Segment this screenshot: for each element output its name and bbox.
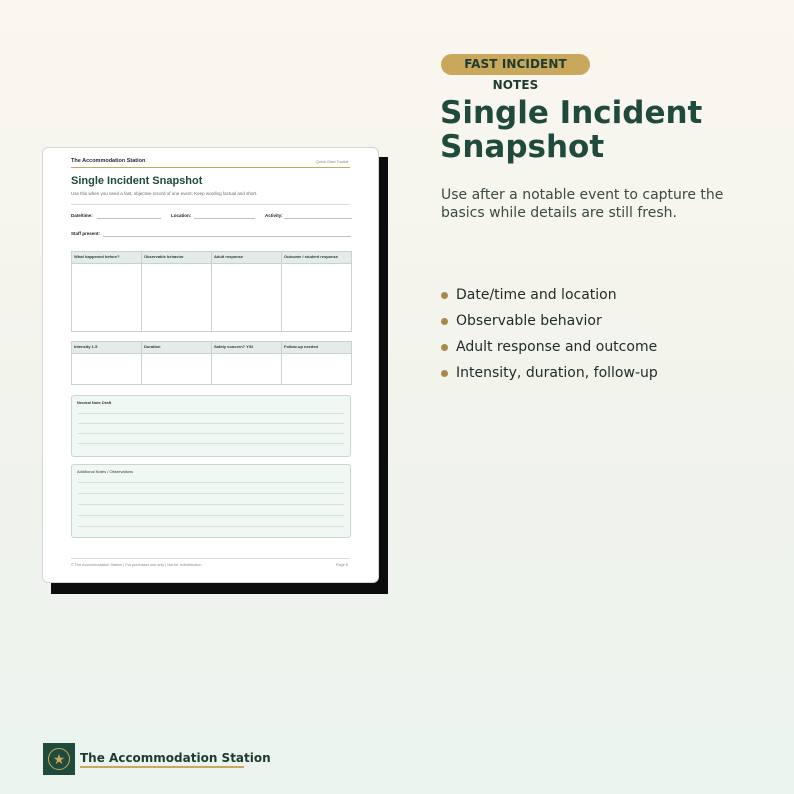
section-badge: FAST INCIDENT NOTES bbox=[441, 54, 590, 75]
grid-column: Observable behavior bbox=[142, 252, 212, 331]
field-line-datetime bbox=[97, 218, 161, 219]
brand-name: The Accommodation Station bbox=[80, 751, 271, 765]
incident-grid bbox=[71, 251, 352, 332]
field-label-datetime: Date/time: bbox=[71, 213, 93, 218]
worksheet-page-number: Page 6 bbox=[335, 563, 348, 567]
additional-notes-label: Additional Notes / Observations bbox=[77, 469, 134, 474]
field-line-staff bbox=[103, 236, 351, 237]
field-line-location bbox=[194, 218, 255, 219]
grid-column: Adult response bbox=[212, 252, 282, 331]
star-icon: ★ bbox=[48, 748, 70, 770]
worksheet-toolkit-label: Quick-Start Toolkit bbox=[315, 159, 348, 164]
grid-column: Intensity 1-5 bbox=[72, 342, 142, 384]
field-label-activity: Activity: bbox=[265, 213, 283, 218]
feature-item: Intensity, duration, follow-up bbox=[441, 360, 658, 386]
grid-column: Duration bbox=[142, 342, 212, 384]
worksheet-subtitle: Use this when you need a fast, objective record of one event. Keep wording factual and short. bbox=[71, 191, 258, 196]
bullet-dot-icon bbox=[441, 292, 448, 299]
page-subtitle: Use after a notable event to capture the basics while details are still fresh. bbox=[441, 187, 724, 221]
field-label-location: Location: bbox=[171, 213, 192, 218]
worksheet-footer-rule bbox=[71, 558, 350, 559]
worksheet-footer: © The Accommodation Station | For purchaser use only | Not for redistribution bbox=[71, 563, 202, 567]
neutral-note-box bbox=[71, 395, 351, 457]
feature-item: Observable behavior bbox=[441, 308, 658, 334]
brand-underline bbox=[80, 766, 244, 768]
worksheet-preview bbox=[42, 147, 379, 583]
bullet-dot-icon bbox=[441, 344, 448, 351]
bullet-dot-icon bbox=[441, 370, 448, 377]
neutral-note-label: Neutral Note Draft bbox=[77, 400, 112, 405]
grid-column: Follow-up needed bbox=[282, 342, 351, 384]
additional-notes-box bbox=[71, 464, 351, 538]
field-line-activity bbox=[284, 218, 352, 219]
brand-logo bbox=[43, 743, 75, 775]
page-title: Single Incident Snapshot bbox=[440, 95, 703, 165]
feature-list bbox=[441, 282, 658, 386]
worksheet-title: Single Incident Snapshot bbox=[71, 175, 203, 187]
bullet-dot-icon bbox=[441, 318, 448, 325]
severity-grid bbox=[71, 341, 352, 385]
worksheet-header-rule bbox=[71, 167, 350, 168]
feature-item: Date/time and location bbox=[441, 282, 658, 308]
feature-item: Adult response and outcome bbox=[441, 334, 658, 360]
field-label-staff: Staff present: bbox=[71, 231, 101, 236]
grid-column: Outcome / student response bbox=[282, 252, 351, 331]
worksheet-brand: The Accommodation Station bbox=[71, 158, 146, 164]
grid-column: Safety concern? Y/N bbox=[212, 342, 282, 384]
grid-column: What happened before? bbox=[72, 252, 142, 331]
worksheet-divider bbox=[71, 204, 350, 205]
